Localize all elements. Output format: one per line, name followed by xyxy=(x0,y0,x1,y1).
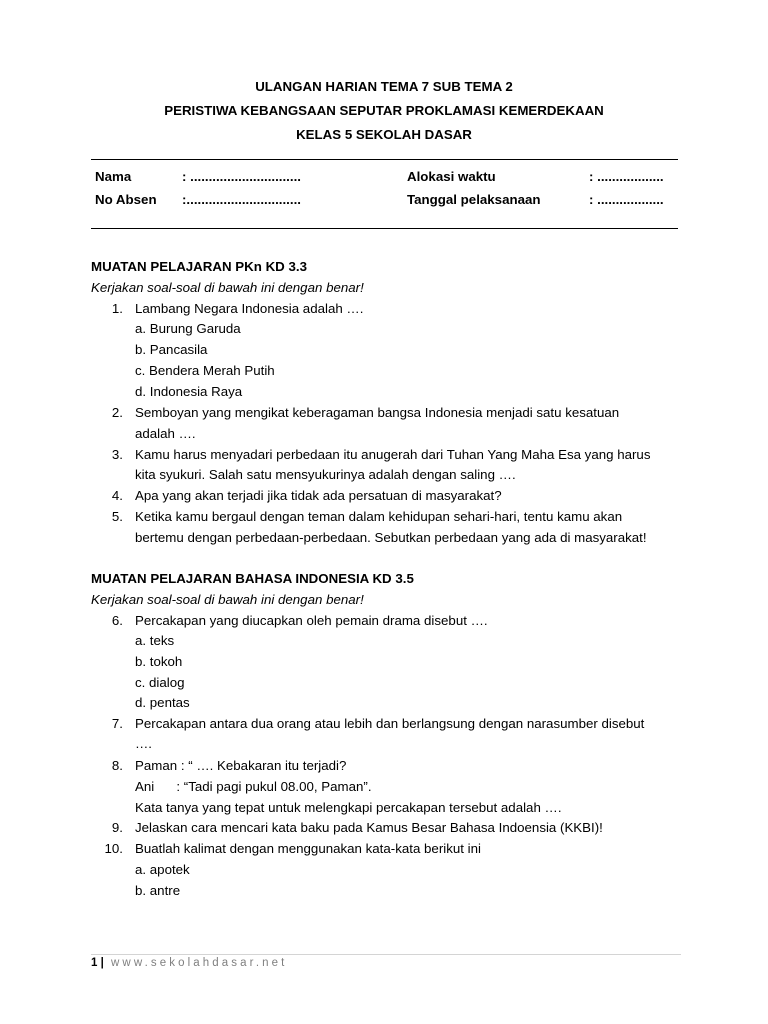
footer-separator: | xyxy=(100,957,104,969)
question-1-option-b: b. Pancasila xyxy=(135,342,208,357)
question-1-option-c: c. Bendera Merah Putih xyxy=(135,363,275,378)
header-rule-top xyxy=(91,159,678,160)
question-6-number: 6. xyxy=(111,613,123,628)
tanggal-pelaksanaan-field: : .................. xyxy=(589,192,664,207)
question-3-number: 3. xyxy=(111,447,123,462)
section-bahasa-instruction: Kerjakan soal-soal di bawah ini dengan benar! xyxy=(91,592,364,607)
question-2-number: 2. xyxy=(111,405,123,420)
question-1-option-d: d. Indonesia Raya xyxy=(135,384,243,399)
question-8-number: 8. xyxy=(111,758,123,773)
nama-label: Nama xyxy=(95,169,132,184)
header-rule-bottom xyxy=(91,228,678,229)
footer-rule xyxy=(91,954,681,955)
question-4-text: Apa yang akan terjadi jika tidak ada persatuan di masyarakat? xyxy=(135,488,502,503)
question-7-text-line-1: Percakapan antara dua orang atau lebih dan berlangsung dengan narasumber disebut xyxy=(135,716,645,731)
question-10-text: Buatlah kalimat dengan menggunakan kata-kata berikut ini xyxy=(135,841,481,856)
title-line-1: ULANGAN HARIAN TEMA 7 SUB TEMA 2 xyxy=(255,79,513,94)
question-1-number: 1. xyxy=(111,301,123,316)
question-5-text-line-1: Ketika kamu bergaul dengan teman dalam kehidupan sehari-hari, tentu kamu akan xyxy=(135,509,623,524)
nama-field: : .............................. xyxy=(182,169,301,184)
section-pkn-instruction: Kerjakan soal-soal di bawah ini dengan benar! xyxy=(91,280,364,295)
question-8-text: Kata tanya yang tepat untuk melengkapi percakapan tersebut adalah …. xyxy=(135,800,562,815)
question-8-dialog-ani: Ani : “Tadi pagi pukul 08.00, Paman”. xyxy=(135,779,372,794)
no-absen-field: :............................... xyxy=(182,192,301,207)
form-row-2 xyxy=(0,192,768,210)
question-10-option-b: b. antre xyxy=(135,883,181,898)
section-pkn-heading: MUATAN PELAJARAN PKn KD 3.3 xyxy=(91,259,307,274)
title-line-2: PERISTIWA KEBANGSAAN SEPUTAR PROKLAMASI KEMERDEKAAN xyxy=(164,103,604,118)
question-6-text: Percakapan yang diucapkan oleh pemain drama disebut …. xyxy=(135,613,488,628)
page-footer xyxy=(91,957,287,969)
question-10-number: 10. xyxy=(104,841,123,856)
page-number: 1 xyxy=(91,957,98,969)
section-bahasa-heading: MUATAN PELAJARAN BAHASA INDONESIA KD 3.5 xyxy=(91,571,414,586)
question-9-number: 9. xyxy=(111,820,123,835)
alokasi-waktu-field: : .................. xyxy=(589,169,664,184)
question-8-dialog-paman: Paman : “ …. Kebakaran itu terjadi? xyxy=(135,758,347,773)
question-10-option-a: a. apotek xyxy=(135,862,190,877)
question-6-option-d: d. pentas xyxy=(135,695,190,710)
no-absen-label: No Absen xyxy=(95,192,157,207)
form-row-1 xyxy=(0,169,768,187)
question-6-option-b: b. tokoh xyxy=(135,654,183,669)
question-6-option-a: a. teks xyxy=(135,633,175,648)
question-1-option-a: a. Burung Garuda xyxy=(135,321,241,336)
question-6-option-c: c. dialog xyxy=(135,675,185,690)
question-5-text-line-2: bertemu dengan perbedaan-perbedaan. Sebutkan perbedaan yang ada di masyarakat! xyxy=(135,530,647,545)
question-9-text: Jelaskan cara mencari kata baku pada Kamus Besar Bahasa Indoensia (KKBI)! xyxy=(135,820,603,835)
question-1-text: Lambang Negara Indonesia adalah …. xyxy=(135,301,364,316)
question-7-text-line-2: …. xyxy=(135,736,152,751)
question-7-number: 7. xyxy=(111,716,123,731)
question-5-number: 5. xyxy=(111,509,123,524)
alokasi-waktu-label: Alokasi waktu xyxy=(407,169,496,184)
tanggal-pelaksanaan-label: Tanggal pelaksanaan xyxy=(407,192,541,207)
question-3-text-line-2: kita syukuri. Salah satu mensyukurinya adalah dengan saling …. xyxy=(135,467,516,482)
question-2-text-line-2: adalah …. xyxy=(135,426,196,441)
question-4-number: 4. xyxy=(111,488,123,503)
footer-url: www.sekolahdasar.net xyxy=(111,957,288,969)
title-line-3: KELAS 5 SEKOLAH DASAR xyxy=(296,127,472,142)
question-3-text-line-1: Kamu harus menyadari perbedaan itu anugerah dari Tuhan Yang Maha Esa yang harus xyxy=(135,447,651,462)
question-2-text-line-1: Semboyan yang mengikat keberagaman bangsa Indonesia menjadi satu kesatuan xyxy=(135,405,620,420)
